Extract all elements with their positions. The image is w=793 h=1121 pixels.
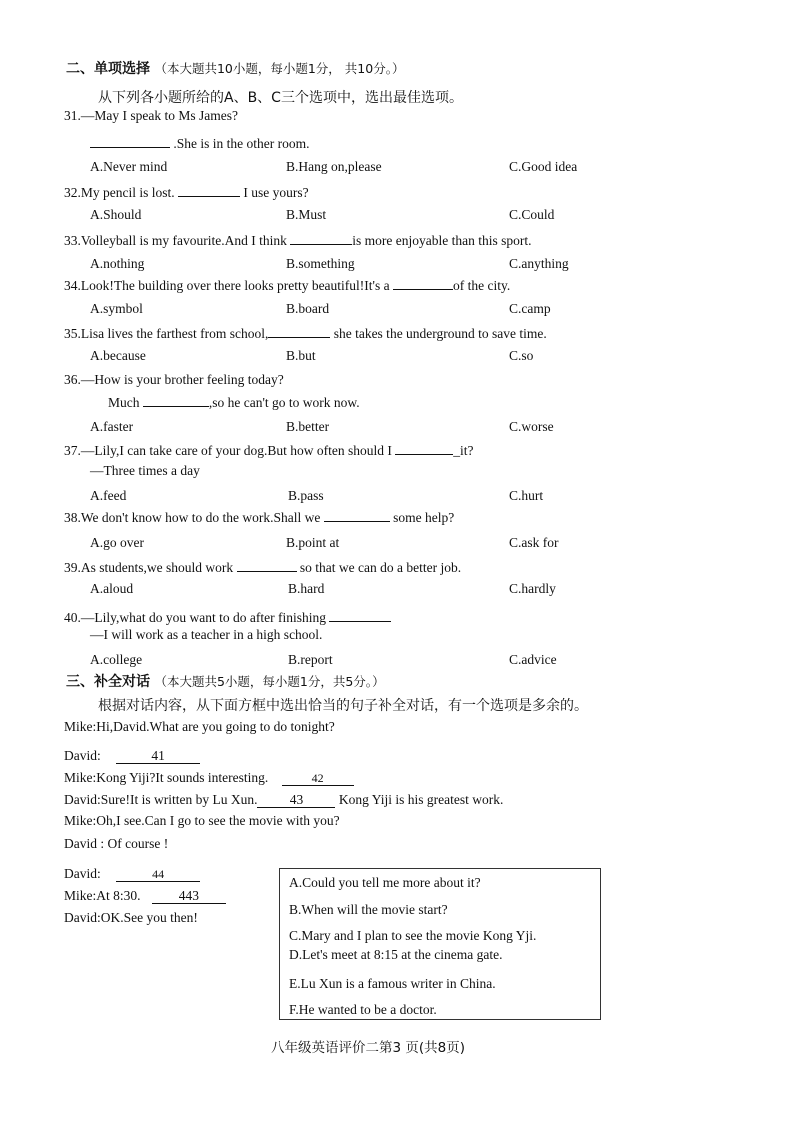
q37-option-c[interactable]: C.hurt — [509, 488, 544, 503]
dialog-line-2 — [64, 747, 200, 765]
page-footer: 八年级英语评价二第3 页(共8页) — [271, 1040, 466, 1056]
q32-option-c[interactable]: C.Could — [509, 207, 555, 222]
q40-stem-line — [64, 607, 391, 627]
q33-blank[interactable] — [290, 230, 352, 245]
blank-42-number: 42 — [311, 771, 324, 785]
section3-title: 三、补全对话 — [66, 674, 150, 690]
q35-option-c[interactable]: C.so — [509, 348, 534, 363]
q40-option-b[interactable]: B.report — [288, 652, 333, 667]
q38-blank[interactable] — [324, 507, 390, 522]
section3-note: （本大题共5小题，每小题1分，共5分。） — [154, 674, 385, 689]
blank-45[interactable] — [152, 889, 226, 904]
dialog-speaker-david-2: David: — [64, 866, 101, 881]
dialog-line-4-head: David:Sure!It is written by Lu Xun. — [64, 792, 258, 807]
q38-tail: some help? — [389, 510, 455, 525]
blank-43[interactable] — [257, 793, 335, 808]
option-c[interactable]: C.Mary and I plan to see the movie Kong Yji. — [289, 928, 537, 943]
q39-stem: 39.As students,we should work — [64, 560, 234, 575]
q36-option-a[interactable]: A.faster — [90, 419, 134, 434]
q38-option-b[interactable]: B.point at — [286, 535, 340, 550]
section3-instruction: 根据对话内容，从下面方框中选出恰当的句子补全对话，有一个选项是多余的。 — [98, 698, 588, 714]
q31-option-a[interactable]: A.Never mind — [90, 159, 168, 174]
q32-option-a[interactable]: A.Should — [90, 207, 142, 222]
q34-option-a[interactable]: A.symbol — [90, 301, 143, 316]
dialog-speaker-david: David: — [64, 748, 101, 763]
q33-stem-line — [64, 230, 531, 250]
blank-43-number: 43 — [289, 792, 304, 807]
q39-blank[interactable] — [237, 557, 297, 572]
dialog-line-8-head: Mike:At 8:30. — [64, 888, 141, 903]
blank-41-number: 41 — [151, 748, 165, 763]
q40-line2: —I will work as a teacher in a high school. — [90, 627, 323, 642]
option-f[interactable]: F.He wanted to be a doctor. — [289, 1002, 437, 1017]
dialog-line-1: Mike:Hi,David.What are you going to do tonight? — [64, 719, 335, 734]
q32-stem-line — [64, 182, 309, 202]
section2-heading — [66, 60, 404, 78]
q37-stem-line — [64, 440, 474, 460]
q39-option-c[interactable]: C.hardly — [509, 581, 556, 596]
dialog-line-5: Mike:Oh,I see.Can I go to see the movie with you? — [64, 813, 340, 828]
q37-stem: 37.—Lily,I can take care of your dog.But how often should I — [64, 443, 392, 458]
option-a[interactable]: A.Could you tell me more about it? — [289, 875, 481, 890]
q31-blank[interactable] — [90, 133, 170, 148]
dialog-line-3 — [64, 769, 354, 787]
q34-tail: of the city. — [452, 278, 511, 293]
option-b[interactable]: B.When will the movie start? — [289, 902, 448, 917]
q35-option-b[interactable]: B.but — [286, 348, 316, 363]
q35-stem-line — [64, 323, 547, 343]
q39-tail: so that we can do a better job. — [296, 560, 462, 575]
blank-41[interactable] — [116, 749, 200, 764]
q33-option-c[interactable]: C.anything — [509, 256, 569, 271]
q38-stem: 38.We don't know how to do the work.Shall we — [64, 510, 321, 525]
option-e[interactable]: E.Lu Xun is a famous writer in China. — [289, 976, 496, 991]
section2-instruction: 从下列各小题所给的A、B、C三个选项中，选出最佳选项。 — [98, 90, 463, 106]
q31-line2-tail: .She is in the other room. — [170, 136, 310, 151]
q31-option-b[interactable]: B.Hang on,please — [286, 159, 382, 174]
q37-option-b[interactable]: B.pass — [288, 488, 324, 503]
blank-44[interactable] — [116, 867, 200, 882]
q35-blank[interactable] — [268, 323, 330, 338]
q31-stem: 31.—May I speak to Ms James? — [64, 108, 238, 123]
q32-blank[interactable] — [178, 182, 240, 197]
section2-title: 二、单项选择 — [66, 61, 150, 77]
q37-option-a[interactable]: A.feed — [90, 488, 127, 503]
dialog-line-7 — [64, 865, 200, 883]
dialog-line-4 — [64, 791, 503, 809]
section2-note: （本大题共10小题，每小题1分， 共10分。） — [154, 61, 405, 76]
q39-option-a[interactable]: A.aloud — [90, 581, 134, 596]
q32-option-b[interactable]: B.Must — [286, 207, 327, 222]
q38-stem-line — [64, 507, 454, 527]
q35-tail: she takes the underground to save time. — [330, 326, 547, 341]
option-d[interactable]: D.Let's meet at 8:15 at the cinema gate. — [289, 947, 503, 962]
q36-line2-tail: ,so he can't go to work now. — [208, 395, 360, 410]
q36-option-b[interactable]: B.better — [286, 419, 330, 434]
dialog-line-8 — [64, 887, 226, 905]
q31-line2 — [90, 133, 309, 153]
q36-blank[interactable] — [143, 392, 209, 407]
q40-stem: 40.—Lily,what do you want to do after finishing — [64, 610, 326, 625]
section3-heading — [66, 673, 385, 691]
q36-line2-head: Much — [108, 395, 140, 410]
options-box — [279, 868, 601, 1020]
q33-stem: 33.Volleyball is my favourite.And I think — [64, 233, 287, 248]
q38-option-c[interactable]: C.ask for — [509, 535, 559, 550]
blank-45-number: 443 — [178, 888, 199, 903]
q33-tail: is more enjoyable than this sport. — [352, 233, 532, 248]
dialog-line-6: David : Of course ! — [64, 836, 169, 851]
q37-tail: _it? — [453, 443, 474, 458]
q33-option-b[interactable]: B.something — [286, 256, 355, 271]
blank-44-number: 44 — [152, 867, 165, 881]
dialog-line-9: David:OK.See you then! — [64, 910, 198, 925]
q35-option-a[interactable]: A.because — [90, 348, 146, 363]
q37-blank[interactable] — [395, 440, 453, 455]
q34-blank[interactable] — [393, 275, 453, 290]
q34-option-c[interactable]: C.camp — [509, 301, 551, 316]
q36-stem: 36.—How is your brother feeling today? — [64, 372, 284, 387]
blank-42[interactable] — [282, 771, 354, 786]
q33-option-a[interactable]: A.nothing — [90, 256, 145, 271]
q36-line2 — [108, 392, 360, 412]
q34-stem-line — [64, 275, 510, 295]
q34-option-b[interactable]: B.board — [286, 301, 330, 316]
q32-tail: I use yours? — [240, 185, 309, 200]
q34-stem: 34.Look!The building over there looks pretty beautiful!It's a — [64, 278, 390, 293]
dialog-line-4-tail: Kong Yiji is his greatest work. — [335, 792, 504, 807]
q32-stem: 32.My pencil is lost. — [64, 185, 175, 200]
q38-option-a[interactable]: A.go over — [90, 535, 144, 550]
q39-stem-line — [64, 557, 461, 577]
q40-blank[interactable] — [329, 607, 391, 622]
dialog-line-3-text: Mike:Kong Yiji?It sounds interesting. — [64, 770, 269, 785]
q40-option-a[interactable]: A.college — [90, 652, 143, 667]
q40-option-c[interactable]: C.advice — [509, 652, 557, 667]
q31-option-c[interactable]: C.Good idea — [509, 159, 578, 174]
q39-option-b[interactable]: B.hard — [288, 581, 325, 596]
q36-option-c[interactable]: C.worse — [509, 419, 554, 434]
q37-line2: —Three times a day — [90, 463, 200, 478]
q35-stem: 35.Lisa lives the farthest from school, — [64, 326, 269, 341]
